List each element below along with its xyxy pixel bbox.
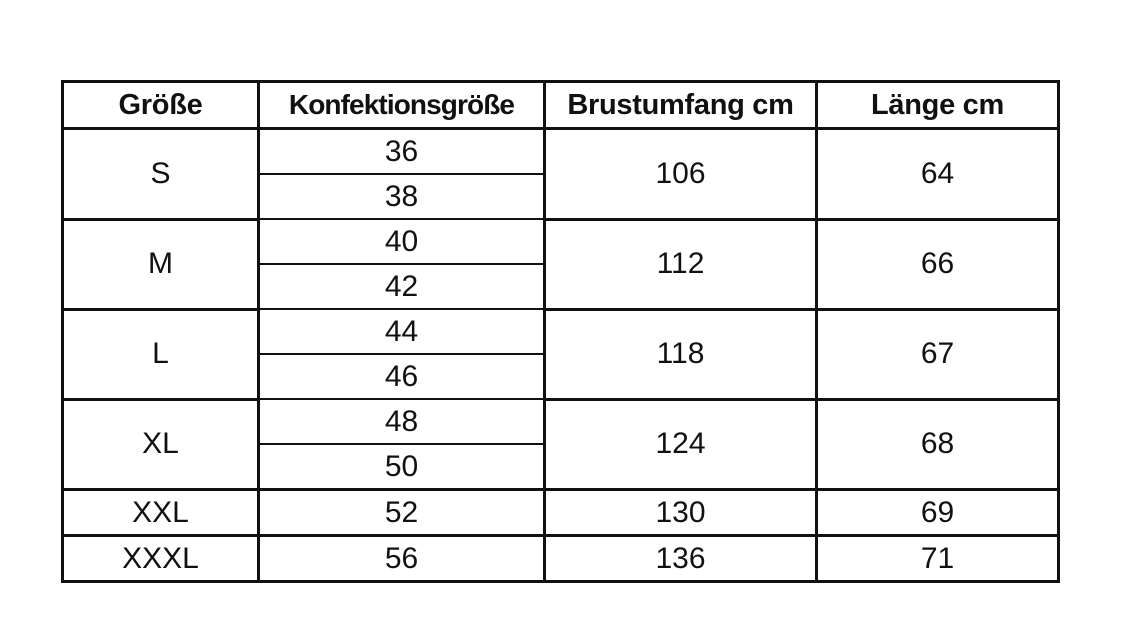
- header-brustumfang: Brustumfang cm: [545, 82, 817, 129]
- konfektion-cell: 38: [259, 174, 545, 219]
- size-cell: L: [63, 309, 259, 399]
- konfektion-cell: 42: [259, 264, 545, 309]
- konfektion-cell: 52: [259, 490, 545, 536]
- header-row: [63, 82, 1059, 129]
- size-cell: M: [63, 219, 259, 309]
- konfektion-cell: 36: [259, 129, 545, 175]
- konfektion-cell: 50: [259, 444, 545, 490]
- brustumfang-cell: 106: [545, 129, 817, 220]
- header-konfektionsgroesse: Konfektionsgröße: [259, 82, 545, 129]
- table-body: [63, 129, 1059, 582]
- size-cell: XXL: [63, 490, 259, 536]
- table-row-m: [63, 219, 1059, 264]
- size-cell: XL: [63, 399, 259, 490]
- brustumfang-cell: 118: [545, 309, 817, 399]
- header-laenge: Länge cm: [817, 82, 1059, 129]
- table-row-xxxl: [63, 536, 1059, 582]
- brustumfang-cell: 136: [545, 536, 817, 582]
- konfektion-cell: 44: [259, 309, 545, 354]
- laenge-cell: 71: [817, 536, 1059, 582]
- size-cell: S: [63, 129, 259, 220]
- table-row-xxl: [63, 490, 1059, 536]
- brustumfang-cell: 112: [545, 219, 817, 309]
- table-row-l: [63, 309, 1059, 354]
- konfektion-cell: 40: [259, 219, 545, 264]
- laenge-cell: 69: [817, 490, 1059, 536]
- laenge-cell: 68: [817, 399, 1059, 490]
- table-row-s: [63, 129, 1059, 175]
- konfektion-cell: 56: [259, 536, 545, 582]
- laenge-cell: 66: [817, 219, 1059, 309]
- header-groesse: Größe: [63, 82, 259, 129]
- laenge-cell: 64: [817, 129, 1059, 220]
- size-cell: XXXL: [63, 536, 259, 582]
- table-header: [63, 82, 1059, 129]
- brustumfang-cell: 124: [545, 399, 817, 490]
- size-chart-table: [61, 80, 1060, 583]
- brustumfang-cell: 130: [545, 490, 817, 536]
- table-row-xl: [63, 399, 1059, 444]
- konfektion-cell: 48: [259, 399, 545, 444]
- laenge-cell: 67: [817, 309, 1059, 399]
- konfektion-cell: 46: [259, 354, 545, 399]
